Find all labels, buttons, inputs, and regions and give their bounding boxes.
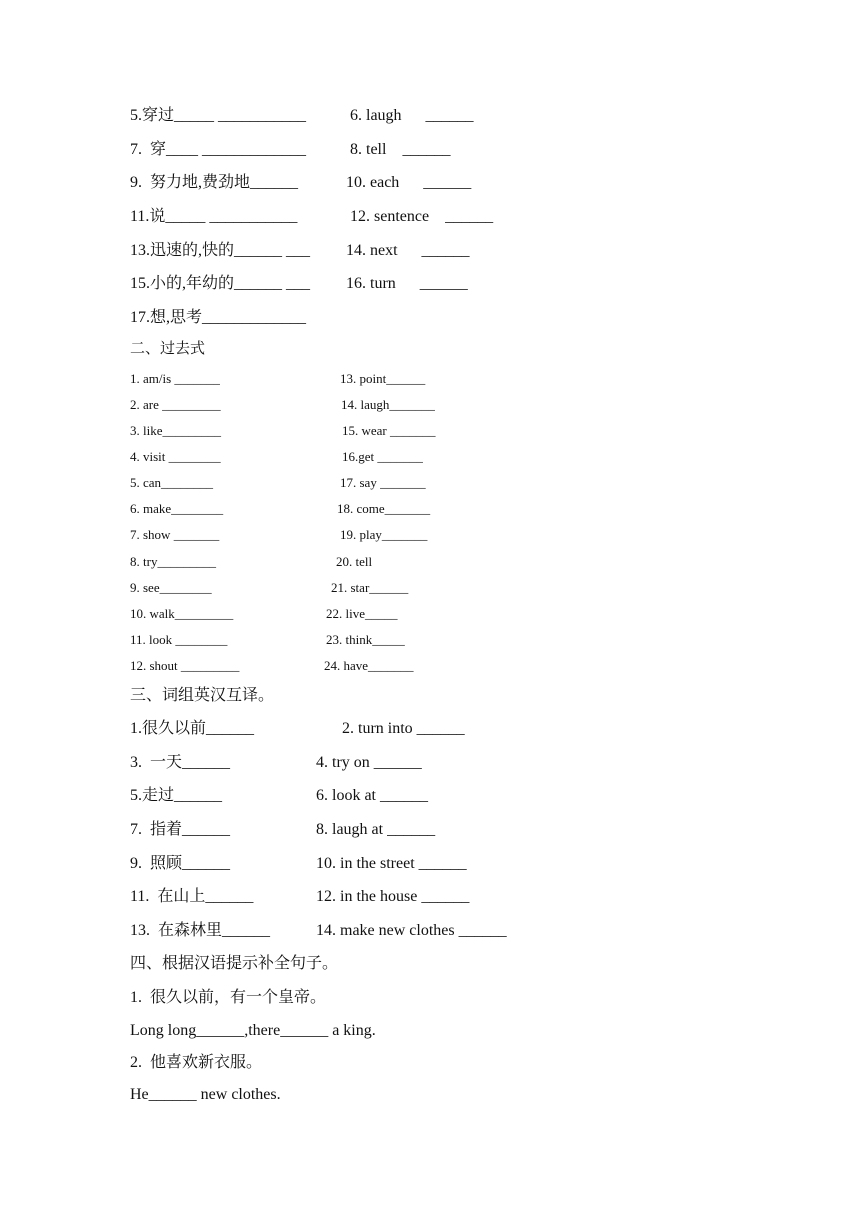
phrase-item: 14. make new clothes ______ [316,922,507,939]
past-tense-item: 12. shout _________ [130,658,240,673]
past-tense-item: 4. visit ________ [130,449,221,464]
vocab-item-16: 16. turn ______ [346,275,468,292]
vocab-item-9: 9. 努力地,费劲地______ [130,174,299,191]
section-heading-sentence-completion: 四、根据汉语提示补全句子。 [130,955,339,972]
past-tense-item: 10. walk_________ [130,606,234,621]
vocab-item-14: 14. next ______ [346,242,470,259]
past-tense-item: 3. like_________ [130,423,221,438]
phrase-item: 10. in the street ______ [316,855,467,872]
past-tense-item: 21. star______ [331,580,409,595]
phrase-item: 2. turn into ______ [342,720,465,737]
past-tense-item: 7. show _______ [130,527,220,542]
past-tense-item: 20. tell [336,554,373,569]
sentence-fill-in: He______ new clothes. [130,1086,281,1103]
phrase-item: 12. in the house ______ [316,888,470,905]
phrase-item: 3. 一天______ [130,754,231,771]
phrase-item: 8. laugh at ______ [316,821,436,838]
past-tense-item: 19. play_______ [340,527,428,542]
past-tense-item: 13. point______ [340,371,426,386]
past-tense-item: 17. say _______ [340,475,426,490]
past-tense-item: 9. see________ [130,580,212,595]
past-tense-item: 1. am/is _______ [130,371,220,386]
vocab-item-17: 17.想,思考_____________ [130,309,307,326]
vocab-item-10: 10. each ______ [346,174,472,191]
past-tense-item: 15. wear _______ [342,423,436,438]
phrase-item: 7. 指着______ [130,821,231,838]
past-tense-item: 16.get _______ [342,449,423,464]
vocab-item-13: 13.迅速的,快的______ ___ [130,242,311,259]
past-tense-item: 14. laugh_______ [341,397,435,412]
past-tense-item: 18. come_______ [337,501,431,516]
sentence-prompt: 2. 他喜欢新衣服。 [130,1054,263,1071]
past-tense-item: 23. think_____ [326,632,405,647]
past-tense-item: 6. make________ [130,501,224,516]
past-tense-item: 11. look ________ [130,632,228,647]
phrase-item: 6. look at ______ [316,787,428,804]
sentence-fill-in: Long long______,there______ a king. [130,1022,376,1039]
past-tense-item: 8. try_________ [130,554,216,569]
past-tense-item: 5. can________ [130,475,214,490]
sentence-prompt: 1. 很久以前，有一个皇帝。 [130,989,327,1006]
past-tense-item: 2. are _________ [130,397,221,412]
vocab-item-11: 11.说_____ ___________ [130,208,298,225]
section-heading-phrase-translation: 三、词组英汉互译。 [130,687,275,704]
phrase-item: 1.很久以前______ [130,720,255,737]
past-tense-item: 22. live_____ [326,606,398,621]
phrase-item: 9. 照顾______ [130,855,231,872]
phrase-item: 5.走过______ [130,787,223,804]
phrase-item: 11. 在山上______ [130,888,254,905]
section-heading-past-tense: 二、过去式 [130,341,206,357]
vocab-item-8: 8. tell ______ [350,141,451,158]
vocab-item-7: 7. 穿____ _____________ [130,141,307,158]
vocab-item-12: 12. sentence ______ [350,208,494,225]
phrase-item: 13. 在森林里______ [130,922,271,939]
vocab-item-5: 5.穿过_____ ___________ [130,107,307,124]
past-tense-item: 24. have_______ [324,658,414,673]
vocab-item-15: 15.小的,年幼的______ ___ [130,275,311,292]
vocab-item-6: 6. laugh ______ [350,107,474,124]
phrase-item: 4. try on ______ [316,754,422,771]
